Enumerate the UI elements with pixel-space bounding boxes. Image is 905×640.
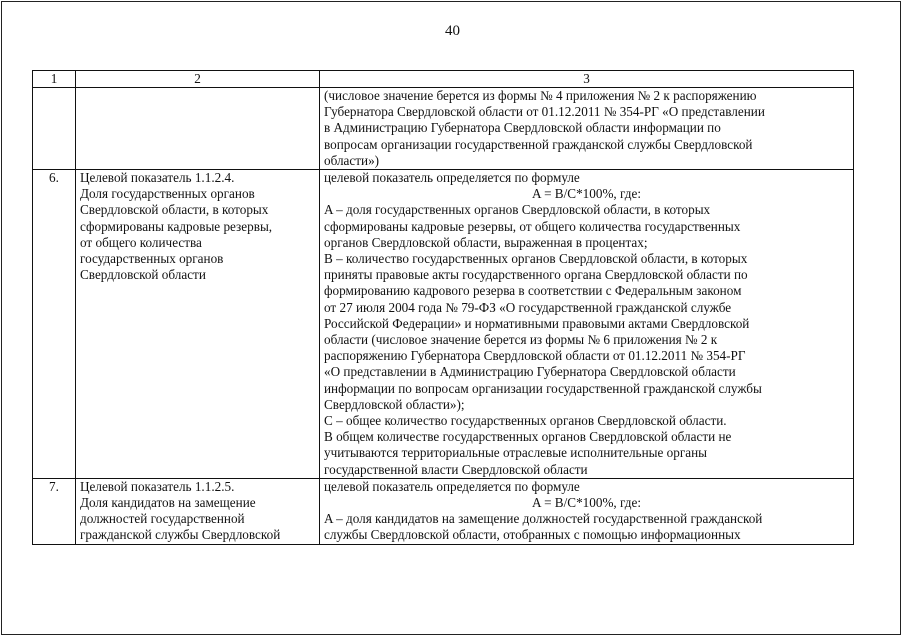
indicator-name: [76, 478, 320, 544]
header-col-1: 1: [33, 71, 76, 88]
indicator-name-line: гражданской службы Свердловской: [80, 527, 281, 543]
indicator-name-line: Доля государственных органов: [80, 186, 255, 202]
indicator-name-line: государственных органов: [80, 251, 224, 267]
description-line: Российской Федерации» и нормативными правовыми актами Свердловской: [324, 315, 750, 331]
description-line: Губернатора Свердловской области от 01.12.2011 № 354-РГ «О представлении: [324, 104, 765, 120]
description-line: A – доля государственных органов Свердловской области, в которых: [324, 202, 711, 218]
description-line: области (числовое значение берется из формы № 6 приложения № 2 к: [324, 332, 718, 348]
indicator-name-line: Целевой показатель 1.1.2.4.: [80, 170, 235, 186]
description-line: C – общее количество государственных органов Свердловской области.: [324, 413, 727, 429]
description-line: в Администрацию Губернатора Свердловской области информации по: [324, 120, 721, 136]
indicator-description: [320, 478, 854, 544]
indicator-description: [320, 170, 854, 479]
description-line: целевой показатель определяется по формуле: [324, 478, 580, 494]
description-line: Свердловской области»);: [324, 396, 465, 412]
description-line: целевой показатель определяется по формуле: [324, 170, 580, 186]
indicator-table: [32, 70, 854, 545]
description-line: вопросам организации государственной гражданской службы Свердловской: [324, 136, 753, 152]
description-line: A – доля кандидатов на замещение должностей государственной гражданской: [324, 511, 763, 527]
description-line: учитываются территориальные отраслевые исполнительные органы: [324, 445, 708, 461]
indicator-name-line: Доля кандидатов на замещение: [80, 495, 256, 511]
description-line: органов Свердловской области, выраженная в процентах;: [324, 234, 648, 250]
formula-line: A = B/C*100%, где:: [531, 186, 641, 202]
description-line: приняты правовые акты государственного органа Свердловской области по: [324, 267, 748, 283]
indicator-name-line: Свердловской области, в которых: [80, 202, 269, 218]
row-number: 7.: [33, 478, 76, 544]
description-line: государственной власти Свердловской области: [324, 461, 588, 477]
header-col-2: 2: [76, 71, 320, 88]
description-line: B – количество государственных органов Свердловской области, в которых: [324, 251, 748, 267]
indicator-name: [76, 88, 320, 170]
row-number: [33, 88, 76, 170]
row-number: 6.: [33, 170, 76, 479]
indicator-name-line: должностей государственной: [80, 511, 245, 527]
page-number: 40: [445, 23, 460, 39]
indicator-name-line: Свердловской области: [80, 267, 206, 283]
description-line: области»): [324, 152, 380, 168]
table-row: [33, 88, 854, 170]
indicator-name: [76, 170, 320, 479]
header-col-3: 3: [320, 71, 854, 88]
indicator-name-line: от общего количества: [80, 234, 202, 250]
description-line: распоряжению Губернатора Свердловской области от 01.12.2011 № 354-РГ: [324, 348, 746, 364]
indicator-description: [320, 88, 854, 170]
description-line: сформированы кадровые резервы, от общего количества государственных: [324, 218, 741, 234]
description-line: «О представлении в Администрацию Губернатора Свердловской области: [324, 364, 736, 380]
description-line: (числовое значение берется из формы № 4 приложения № 2 к распоряжению: [324, 88, 757, 103]
description-line: формированию кадрового резерва в соответствии с Федеральным законом: [324, 283, 742, 299]
description-line: службы Свердловской области, отобранных с помощью информационных: [324, 527, 741, 543]
description-line: информации по вопросам организации государственной гражданской службы: [324, 380, 762, 396]
indicator-name-line: Целевой показатель 1.1.2.5.: [80, 478, 235, 494]
indicator-name-line: сформированы кадровые резервы,: [80, 218, 273, 234]
table-row: [33, 170, 854, 479]
description-line: В общем количестве государственных органов Свердловской области не: [324, 429, 732, 445]
table-header-row: [33, 71, 854, 88]
table-row: [33, 478, 854, 544]
description-line: от 27 июля 2004 года № 79-ФЗ «О государственной гражданской службе: [324, 299, 732, 315]
formula-line: A = B/C*100%, где:: [531, 495, 641, 511]
